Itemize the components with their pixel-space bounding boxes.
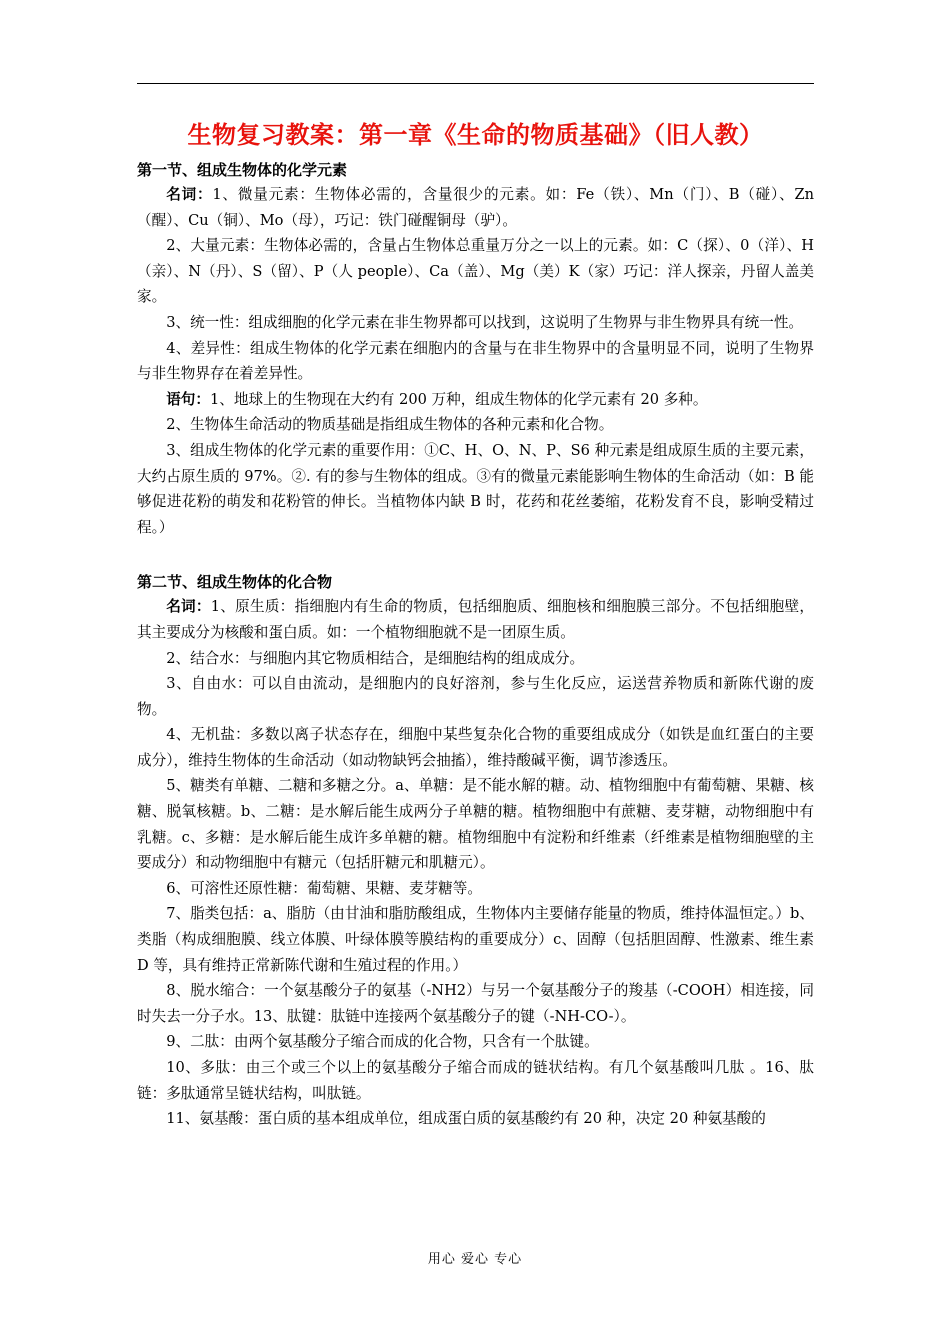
paragraph [137,182,814,233]
paragraph [137,646,814,672]
section-heading-1: 第一节、组成生物体的化学元素 [137,161,348,179]
paragraph [137,412,814,438]
paragraph [137,773,814,875]
paragraph-text: 3、组成生物体的化学元素的重要作用：①C、H、O、N、P、S6 种元素是组成原生质的主要元素，大约占原生质的 97%。②. 有的参与生物体的组成。③有的微量元素能影响生物体的生命活动（如：B 能够促进花粉的萌发和花粉管的伸长。当植物体内缺 B 时，花药和花丝萎缩，花粉发育不良，影响受精过程。） [137,441,814,536]
paragraph [137,876,814,902]
paragraph [137,233,814,310]
paragraph [137,336,814,387]
paragraph-text: 4、无机盐：多数以离子状态存在，细胞中某些复杂化合物的重要组成成分（如铁是血红蛋白的主要成分），维持生物体的生命活动（如动物缺钙会抽搐），维持酸碱平衡，调节渗透压。 [137,726,814,769]
paragraph-text: 3、自由水：可以自由流动，是细胞内的良好溶剂，参与生化反应，运送营养物质和新陈代谢的废物。 [137,675,814,718]
paragraph-text: 2、生物体生命活动的物质基础是指组成生物体的各种元素和化合物。 [166,416,614,434]
term-label: 名词： [166,186,213,203]
paragraph-text: 1、地球上的生物现在大约有 200 万种，组成生物体的化学元素有 20 多种。 [209,390,708,408]
term-label: 语句： [166,390,210,408]
page-footer: 用心 爱心 专心 [427,1252,523,1267]
paragraph-text: 2、大量元素：生物体必需的，含量占生物体总重量万分之一以上的元素。如：C（探）、0（洋）、H（亲）、N（丹）、S（留）、P（人 people）、Ca（盖）、Mg（美）K（家）巧记：洋人探亲，丹留人盖美家。 [137,237,814,306]
paragraph [137,901,814,978]
paragraph-text: 4、差异性：组成生物体的化学元素在细胞内的含量与在非生物界中的含量明显不同，说明了生物界与非生物界存在着差异性。 [137,339,814,383]
paragraph-text: 2、结合水：与细胞内其它物质相结合，是细胞结构的组成成分。 [166,649,585,667]
paragraph-text: 1、原生质：指细胞内有生命的物质，包括细胞质、细胞核和细胞膜三部分。不包括细胞壁，其主要成分为核酸和蛋白质。如：一个植物细胞就不是一团原生质。 [137,598,814,641]
paragraph-text: 7、脂类包括：a、脂肪（由甘油和脂肪酸组成，生物体内主要储存能量的物质，维持体温恒定。）b、类脂（构成细胞膜、线立体膜、叶绿体膜等膜结构的重要成分）c、固醇（包括胆固醇、性激素、维生素 D 等，具有维持正常新陈代谢和生殖过程的作用。） [137,905,814,974]
term-label: 名词： [166,598,211,616]
paragraph [137,978,814,1029]
document-body [137,118,814,1132]
paragraph-text: 10、多肽：由三个或三个以上的氨基酸分子缩合而成的链状结构。有几个氨基酸叫几肽 。16、肽链：多肽通常呈链状结构，叫肽链。 [137,1059,814,1102]
paragraph-text: 9、二肽：由两个氨基酸分子缩合而成的化合物，只含有一个肽键。 [166,1033,599,1051]
paragraph [137,1106,814,1132]
paragraph [137,438,814,540]
paragraph-text: 6、可溶性还原性糖：葡萄糖、果糖、麦芽糖等。 [166,879,482,897]
paragraph-text: 3、统一性：组成细胞的化学元素在非生物界都可以找到，这说明了生物界与非生物界具有统一性。 [166,313,804,331]
paragraph-text: 11、氨基酸：蛋白质的基本组成单位，组成蛋白质的氨基酸约有 20 种，决定 20 种氨基酸的 [166,1110,766,1128]
header-rule [137,83,814,84]
paragraph [137,1055,814,1106]
paragraph-text: 1、微量元素：生物体必需的，含量很少的元素。如：Fe（铁）、Mn（门）、B（碰）、Zn（醒）、Cu（铜）、Mo（母），巧记：铁门碰醒铜母（驴）。 [137,186,814,229]
paragraph [137,722,814,773]
paragraph [137,671,814,722]
document-title: 生物复习教案：第一章《生命的物质基础》（旧人教） [187,120,764,149]
paragraph [137,310,814,336]
paragraph [137,594,814,645]
paragraph [137,387,814,413]
section-heading-2: 第二节、组成生物体的化合物 [137,573,333,592]
paragraph [137,1029,814,1055]
section-spacer [137,540,814,570]
paragraph-text: 8、脱水缩合：一个氨基酸分子的氨基（-NH2）与另一个氨基酸分子的羧基（-COOH）相连接，同时失去一分子水。13、肽键：肽链中连接两个氨基酸分子的键（-NH-CO-）。 [137,982,814,1025]
paragraph-text: 5、糖类有单糖、二糖和多糖之分。a、单糖：是不能水解的糖。动、植物细胞中有葡萄糖、果糖、核糖、脱氧核糖。b、二糖：是水解后能生成两分子单糖的糖。植物细胞中有蔗糖、麦芽糖，动物细胞中有乳糖。c、多糖：是水解后能生成许多单糖的糖。植物细胞中有淀粉和纤维素（纤维素是植物细胞壁的主要成分）和动物细胞中有糖元（包括肝糖元和肌糖元）。 [137,777,814,872]
